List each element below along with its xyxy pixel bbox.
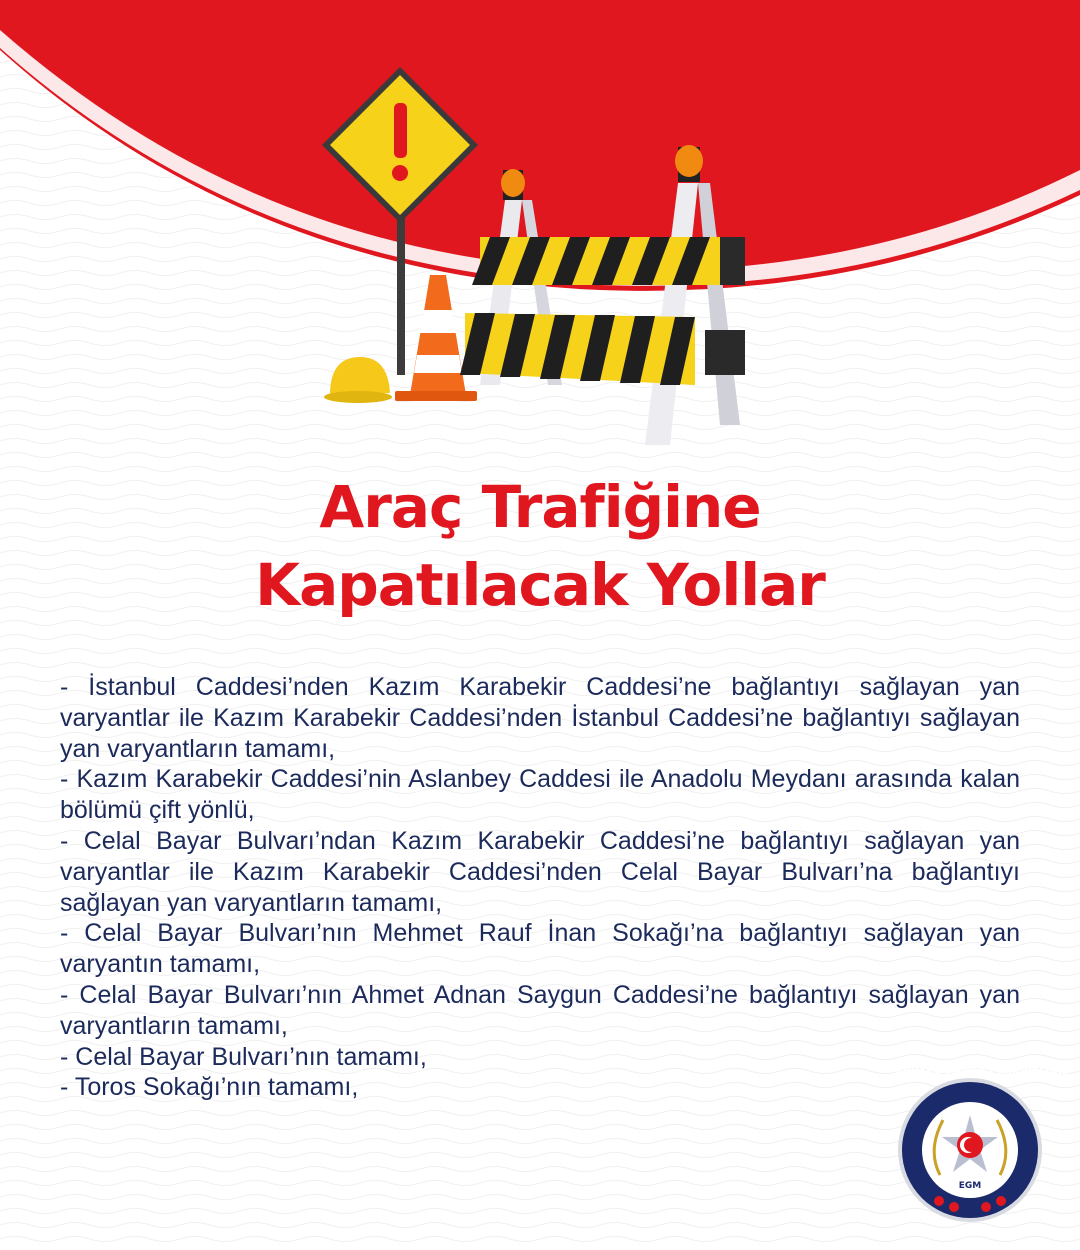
- police-emblem-icon: [895, 1067, 1070, 1225]
- list-item: - Celal Bayar Bulvarı’nın tamamı,: [60, 1042, 427, 1071]
- list-item: - Celal Bayar Bulvarı’ndan Kazım Karabekir Caddesi’ne bağlantıyı sağlayan yan varyantlar ile Kazım Karabekir Caddesi’nden Celal Bayar Bulvarı’na bağlantıyı sağlayan yan varyantların tamamı,: [60, 826, 1020, 917]
- page-title-line-1: Araç Trafiğine: [319, 473, 761, 541]
- list-item: - Celal Bayar Bulvarı’nın Ahmet Adnan Saygun Caddesi’ne bağlantıyı sağlayan yan varyantların tamamı,: [60, 980, 1020, 1040]
- list-item: - Toros Sokağı’nın tamamı,: [60, 1073, 359, 1102]
- closed-roads-list: [60, 672, 1020, 1103]
- traffic-barrier-icon: [460, 145, 745, 445]
- list-item: - İstanbul Caddesi’nden Kazım Karabekir Caddesi’ne bağlantıyı sağlayan yan varyantlar ile Kazım Karabekir Caddesi’nden İstanbul Caddesi’ne bağlantıyı sağlayan yan varyantların tamamı,: [60, 673, 1020, 763]
- traffic-cone-icon: [395, 275, 477, 401]
- logo-abbr: EGM: [958, 1181, 982, 1191]
- logo-ring-text: ANKARA EMNİYET MÜDÜRLÜĞÜ: [895, 1067, 1070, 1078]
- page-title-line-2: Kapatılacak Yollar: [255, 551, 825, 619]
- road-closure-illustration: [300, 55, 780, 455]
- list-item: - Kazım Karabekir Caddesi’nin Aslanbey Caddesi ile Anadolu Meydanı arasında kalan bölümü çift yönlü,: [60, 765, 1020, 825]
- hard-hat-icon: [324, 357, 392, 403]
- list-item: - Celal Bayar Bulvarı’nın Mehmet Rauf İnan Sokağı’na bağlantıyı sağlayan yan varyantın tamamı,: [60, 919, 1020, 979]
